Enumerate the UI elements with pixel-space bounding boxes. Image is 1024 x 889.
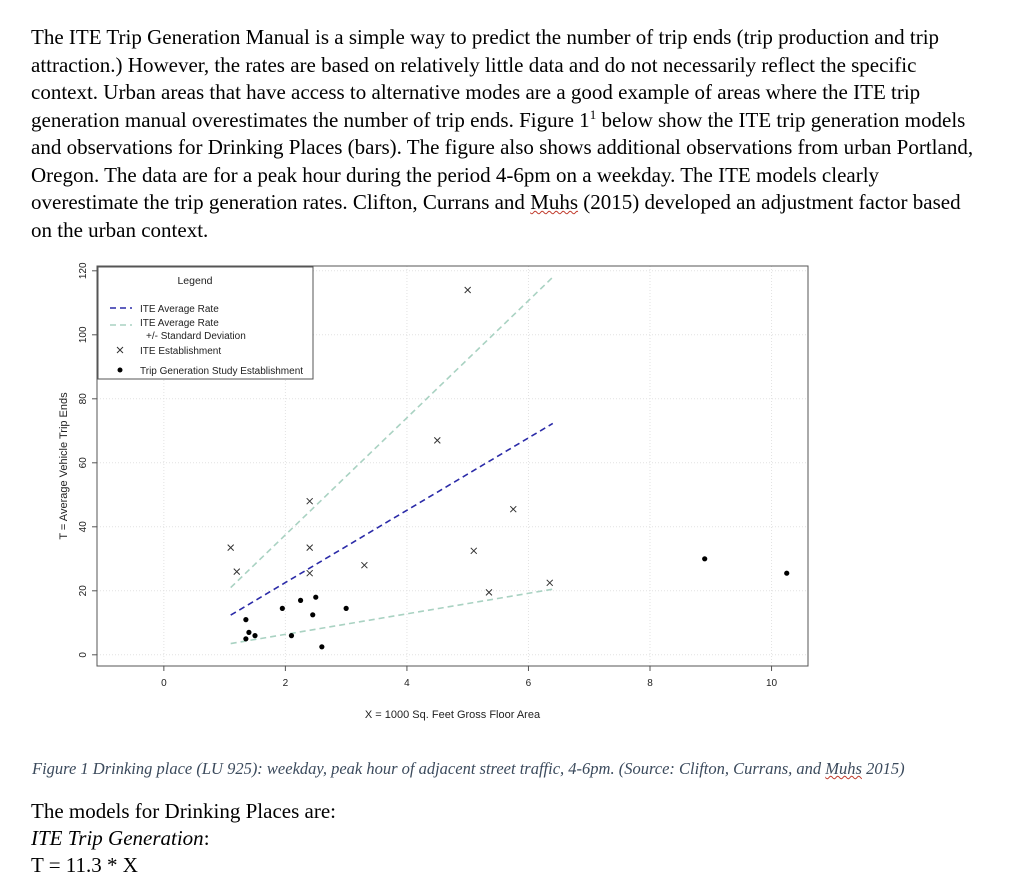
ite-establishment-point <box>361 562 367 568</box>
ite-establishment-point <box>510 506 516 512</box>
trip-generation-chart <box>50 258 850 728</box>
caption-text-2: 2015) <box>861 759 905 778</box>
models-subheading <box>31 825 336 852</box>
ite-establishment-point <box>471 548 477 554</box>
study-establishment-point <box>298 598 303 603</box>
models-section <box>31 798 336 879</box>
y-tick-label: 20 <box>78 585 89 597</box>
figure-caption <box>32 759 905 779</box>
models-heading: The models for Drinking Places are: <box>31 799 336 823</box>
y-axis-label: T = Average Vehicle Trip Ends <box>58 392 70 540</box>
ite-establishment-point <box>486 589 492 595</box>
legend-title: Legend <box>177 275 213 287</box>
ite-establishment-point <box>307 498 313 504</box>
body-paragraph <box>31 24 981 244</box>
equation: T = 11.3 * X <box>31 853 138 877</box>
study-establishment-point <box>319 644 324 649</box>
x-tick-label: 6 <box>525 678 532 689</box>
y-tick-label: 60 <box>78 457 89 469</box>
y-tick-label: 40 <box>78 521 89 533</box>
models-subheading-title: ITE Trip Generation <box>31 826 204 850</box>
legend-label-average: ITE Average Rate <box>140 304 219 315</box>
study-establishment-point <box>243 636 248 641</box>
study-establishment-point <box>243 617 248 622</box>
y-tick-label: 0 <box>78 652 89 658</box>
model-line <box>231 589 553 643</box>
ite-establishment-point <box>307 570 313 576</box>
ite-establishment-point <box>434 437 440 443</box>
legend-swatch-study <box>118 368 123 373</box>
x-tick-label: 4 <box>404 678 410 689</box>
legend-label-ite: ITE Establishment <box>140 346 222 357</box>
legend-label-study: Trip Generation Study Establishment <box>140 366 304 377</box>
ite-establishment-point <box>465 287 471 293</box>
footnote-reference[interactable]: 1 <box>589 106 597 122</box>
paragraph-text-1: The ITE Trip Generation Manual is a simple way to predict the number of trip ends (trip production and trip attraction.) However, the rates are based on relatively little data and do not necessarily reflect the specific context. Urban areas that have access to alternative modes are a good example of areas where the ITE trip generation manual overestimates the number of trip ends. Figure 1 <box>31 25 940 132</box>
spellcheck-word-muhs: Muhs <box>530 190 579 214</box>
models-subheading-colon: : <box>203 826 210 850</box>
study-establishment-point <box>344 606 349 611</box>
study-establishment-point <box>252 633 257 638</box>
study-establishment-point <box>313 595 318 600</box>
study-establishment-point <box>784 571 789 576</box>
paragraph-text-3: (2015) developed an adjustment factor based on the urban context. <box>31 190 961 242</box>
x-tick-label: 8 <box>647 678 653 689</box>
ite-establishment-point <box>547 580 553 586</box>
ite-establishment-point <box>234 569 240 575</box>
ite-establishment-point <box>228 545 234 551</box>
study-establishment-point <box>310 612 315 617</box>
y-tick-label: 100 <box>78 326 89 344</box>
y-tick-label: 80 <box>78 393 89 405</box>
x-tick-label: 0 <box>161 678 167 689</box>
caption-spellcheck-word-muhs: Muhs <box>825 759 862 778</box>
ite-establishment-point <box>307 545 313 551</box>
x-tick-label: 2 <box>282 678 289 689</box>
legend-label-std-line1: ITE Average Rate <box>140 318 219 329</box>
study-establishment-point <box>280 606 285 611</box>
y-tick-label: 120 <box>78 262 89 280</box>
caption-text-1: Figure 1 Drinking place (LU 925): weekday, peak hour of adjacent street traffic, 4-6pm. (Source: Clifton, Currans, and <box>32 759 826 778</box>
model-line <box>231 423 553 615</box>
x-axis-label: X = 1000 Sq. Feet Gross Floor Area <box>364 709 541 721</box>
x-tick-label: 10 <box>765 678 778 689</box>
legend-label-std-line2: +/- Standard Deviation <box>146 331 246 342</box>
study-establishment-point <box>702 556 707 561</box>
study-establishment-point <box>289 633 294 638</box>
paragraph-text-2: below show the ITE trip generation models and observations for Drinking Places (bars). The figure also shows additional observations from urban Portland, Oregon. The data are for a peak hour during the period 4-6pm on a weekday. The ITE models clearly overestimate the trip generation rates. Clifton, Currans and <box>31 107 974 214</box>
study-establishment-point <box>246 630 251 635</box>
